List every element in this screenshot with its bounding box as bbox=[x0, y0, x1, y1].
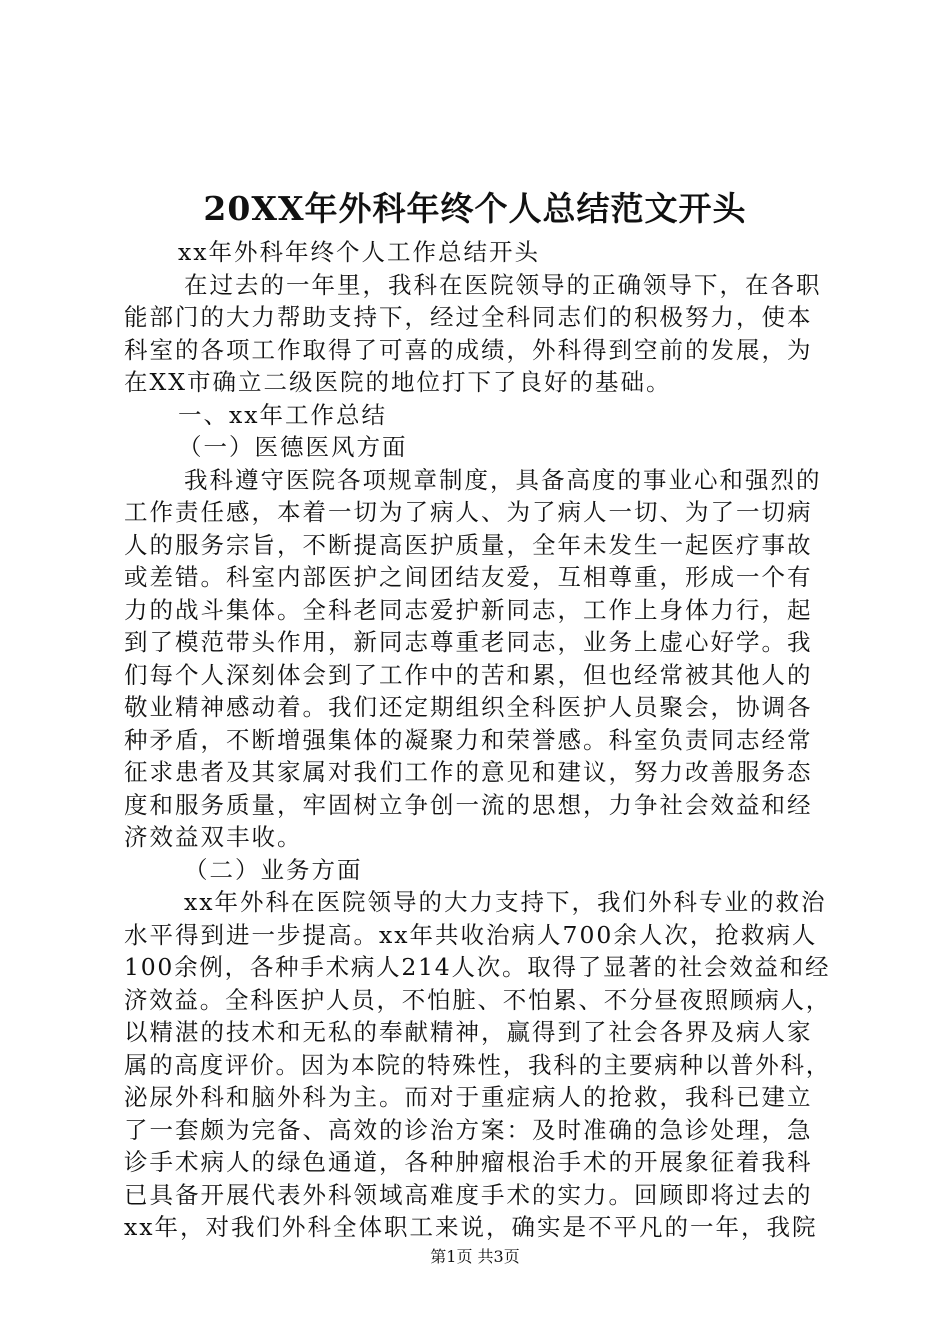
paragraph-line: 科室的各项工作取得了可喜的成绩，外科得到空前的发展，为 bbox=[124, 335, 813, 364]
paragraph-line: 力的战斗集体。全科老同志爱护新同志，工作上身体力行，起 bbox=[124, 595, 813, 624]
paragraph-line: 了一套颇为完备、高效的诊治方案：及时准确的急诊处理，急 bbox=[124, 1115, 813, 1144]
paragraph-line: 度和服务质量，牢固树立争创一流的思想，力争社会效益和经 bbox=[124, 790, 813, 819]
paragraph-line: xx年，对我们外科全体职工来说，确实是不平凡的一年，我院 bbox=[124, 1213, 818, 1241]
paragraph-line: 济效益。全科医护人员，不怕脏、不怕累、不分昼夜照顾病人， bbox=[124, 985, 831, 1014]
paragraph-line: 能部门的大力帮助支持下，经过全科同志们的积极努力，使本 bbox=[124, 303, 813, 331]
paragraph-line: 泌尿外科和脑外科为主。而对于重症病人的抢救，我科已建立 bbox=[124, 1083, 813, 1111]
paragraph-line: 我科遵守医院各项规章制度，具备高度的事业心和强烈的 bbox=[184, 465, 822, 494]
subsection-heading: （二）业务方面 bbox=[184, 855, 363, 884]
paragraph-line: 在过去的一年里，我科在医院领导的正确领导下，在各职 bbox=[184, 270, 822, 299]
paragraph-line: xx年外科在医院领导的大力支持下，我们外科专业的救治 bbox=[184, 888, 827, 916]
paragraph-line: 或差错。科室内部医护之间团结友爱，互相尊重，形成一个有 bbox=[124, 563, 813, 591]
page-footer: 第1页 共3页 bbox=[430, 1247, 520, 1266]
subsection-heading: （一）医德医风方面 bbox=[178, 433, 408, 461]
paragraph-line: 已具备开展代表外科领域高难度手术的实力。回顾即将过去的 bbox=[124, 1180, 813, 1209]
paragraph-line: 100余例，各种手术病人214人次。取得了显著的社会效益和经 bbox=[124, 953, 831, 981]
paragraph-line: 敬业精神感动着。我们还定期组织全科医护人员聚会，协调各 bbox=[124, 693, 813, 721]
paragraph-line: 人的服务宗旨，不断提高医护质量，全年未发生一起医疗事故 bbox=[124, 530, 813, 559]
paragraph-line: 种矛盾，不断增强集体的凝聚力和荣誉感。科室负责同志经常 bbox=[124, 725, 813, 754]
paragraph-line: 工作责任感，本着一切为了病人、为了病人一切、为了一切病 bbox=[124, 498, 813, 526]
subtitle-line: xx年外科年终个人工作总结开头 bbox=[178, 238, 541, 266]
paragraph-line: 在XX市确立二级医院的地位打下了良好的基础。 bbox=[124, 368, 672, 396]
paragraph-line: 到了模范带头作用，新同志尊重老同志，业务上虚心好学。我 bbox=[124, 628, 813, 656]
paragraph-line: 济效益双丰收。 bbox=[124, 823, 303, 851]
paragraph-line: 水平得到进一步提高。xx年共收治病人700余人次，抢救病人 bbox=[124, 920, 818, 949]
paragraph-line: 征求患者及其家属对我们工作的意见和建议，努力改善服务态 bbox=[124, 758, 813, 786]
document-title: 20XX年外科年终个人总结范文开头 bbox=[203, 189, 747, 228]
paragraph-line: 诊手术病人的绿色通道，各种肿瘤根治手术的开展象征着我科 bbox=[124, 1148, 813, 1176]
paragraph-line: 属的高度评价。因为本院的特殊性，我科的主要病种以普外科， bbox=[124, 1050, 831, 1079]
paragraph-line: 们每个人深刻体会到了工作中的苦和累，但也经常被其他人的 bbox=[124, 660, 813, 689]
section-heading: 一、xx年工作总结 bbox=[178, 400, 388, 429]
paragraph-line: 以精湛的技术和无私的奉献精神，赢得到了社会各界及病人家 bbox=[124, 1018, 813, 1046]
document-body bbox=[124, 236, 836, 1244]
